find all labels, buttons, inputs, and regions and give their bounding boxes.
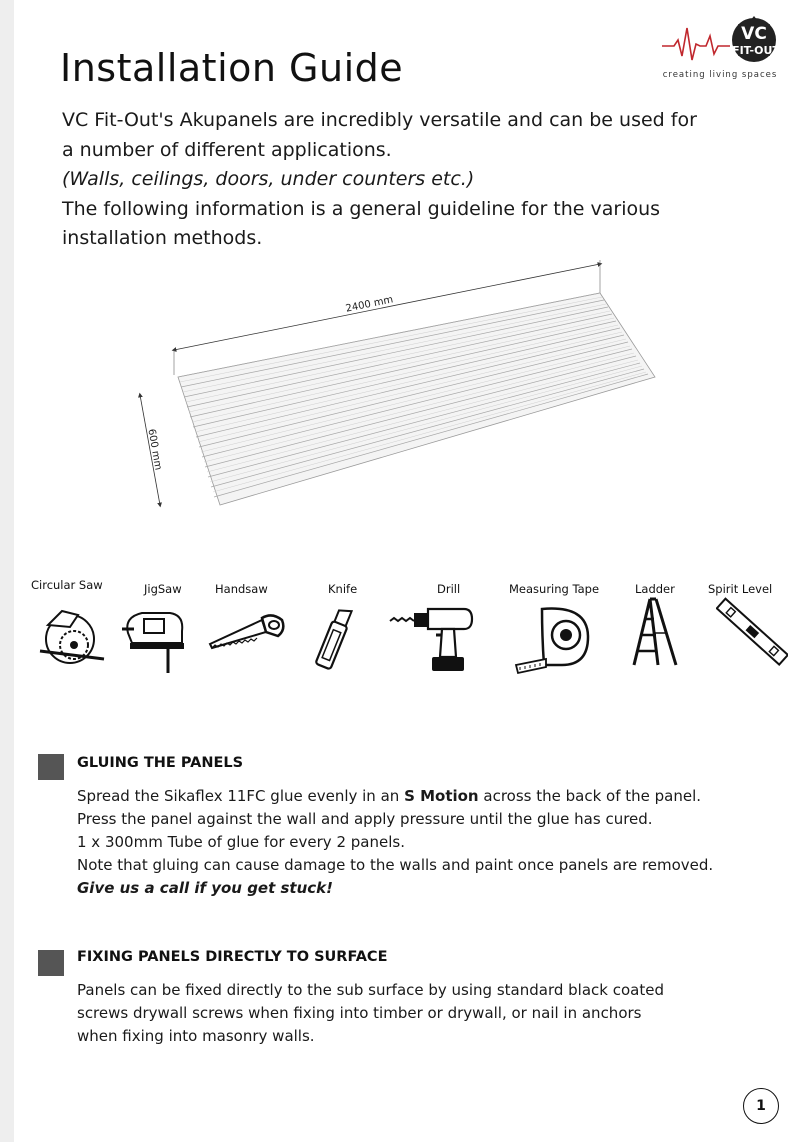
akupanel-drawing bbox=[130, 255, 670, 525]
tool-label-ladder: Ladder bbox=[635, 582, 675, 596]
section-heading-gluing: GLUING THE PANELS bbox=[77, 755, 244, 771]
gluing-line-1-pre: Spread the Sikaflex 11FC glue evenly in an bbox=[77, 787, 405, 805]
gluing-line-4: Note that gluing can cause damage to the walls and paint once panels are removed. bbox=[77, 856, 714, 874]
intro-line-1: VC Fit-Out's Akupanels are incredibly versatile and can be used for a number of different applications. bbox=[62, 109, 697, 161]
intro-text bbox=[62, 106, 702, 254]
section-marker-fixing bbox=[38, 950, 64, 976]
tool-label-drill: Drill bbox=[437, 582, 461, 596]
circular-saw-icon bbox=[34, 605, 110, 667]
section-body-gluing bbox=[77, 785, 717, 900]
page-margin-bar bbox=[0, 0, 14, 1142]
ladder-icon bbox=[626, 597, 682, 667]
intro-line-3: The following information is a general guideline for the various installation methods. bbox=[62, 197, 661, 249]
gluing-line-1-post: across the back of the panel. bbox=[478, 787, 702, 805]
jigsaw-icon bbox=[120, 603, 188, 675]
drill-icon bbox=[388, 605, 474, 675]
section-body-fixing bbox=[77, 979, 677, 1048]
gluing-line-3: 1 x 300mm Tube of glue for every 2 panels. bbox=[77, 833, 405, 851]
tool-label-measuring-tape: Measuring Tape bbox=[509, 582, 600, 596]
logo-mark-top: VC bbox=[741, 24, 767, 44]
tool-label-knife: Knife bbox=[328, 582, 358, 596]
handsaw-icon bbox=[208, 610, 288, 650]
gluing-s-motion: S Motion bbox=[404, 787, 479, 805]
dimension-width-label: 600 mm bbox=[145, 428, 164, 472]
intro-line-2: (Walls, ceilings, doors, under counters etc.) bbox=[62, 168, 475, 190]
page-number: 1 bbox=[743, 1088, 779, 1124]
page-title: Installation Guide bbox=[60, 46, 404, 90]
logo-mark-bottom: FIT-OUT bbox=[732, 44, 780, 57]
knife-icon bbox=[312, 605, 358, 673]
gluing-line-2: Press the panel against the wall and apply pressure until the glue has cured. bbox=[77, 810, 653, 828]
spirit-level-icon bbox=[716, 597, 788, 667]
tool-label-circular-saw: Circular Saw bbox=[31, 578, 103, 592]
section-heading-fixing: FIXING PANELS DIRECTLY TO SURFACE bbox=[77, 949, 388, 965]
section-marker-gluing bbox=[38, 754, 64, 780]
tool-label-spirit-level: Spirit Level bbox=[708, 582, 773, 596]
tool-label-handsaw: Handsaw bbox=[215, 582, 268, 596]
dimension-length-label: 2400 mm bbox=[344, 294, 395, 315]
heartbeat-line bbox=[662, 28, 730, 60]
gluing-line-1 bbox=[77, 785, 717, 808]
logo-tagline: creating living spaces bbox=[662, 70, 778, 80]
fixing-body: Panels can be fixed directly to the sub surface by using standard black coated screws drywall screws when fixing into timber or drywall, or nail in anchors when fixing into masonry walls. bbox=[77, 981, 664, 1045]
tool-label-jigsaw: JigSaw bbox=[144, 582, 182, 596]
gluing-callout: Give us a call if you get stuck! bbox=[77, 879, 333, 897]
measuring-tape-icon bbox=[512, 603, 592, 675]
